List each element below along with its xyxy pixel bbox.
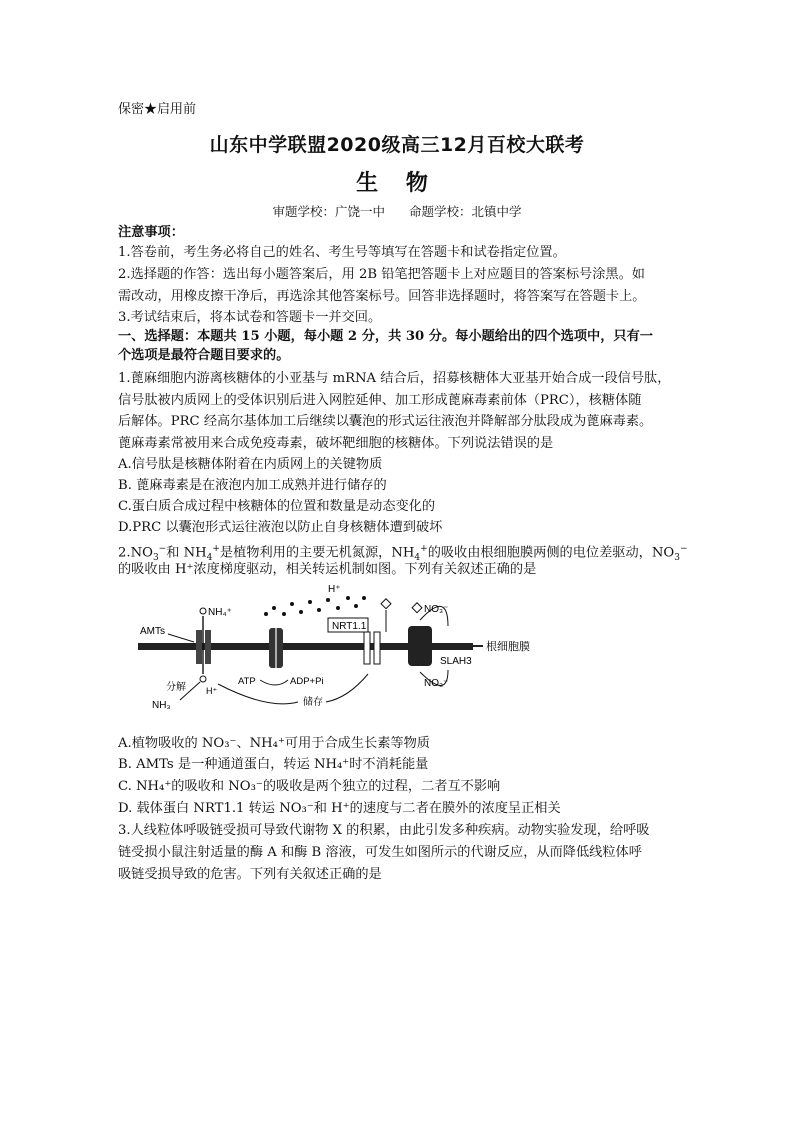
no3-bottom-label: NO₃⁻ <box>424 678 449 689</box>
nrt-left <box>364 632 370 664</box>
q2-stem: 的吸收由 H⁺浓度梯度驱动，相关转运机制如图。下列有关叙述正确的是 <box>118 562 537 577</box>
nh4-top-label: NH₄⁺ <box>208 607 232 618</box>
slah3-label: SLAH3 <box>440 656 472 667</box>
q1-option-c: C.蛋白质合成过程中核糖体的位置和数量是动态变化的 <box>118 499 436 514</box>
exam-title: 山东中学联盟2020级高三12月百校大联考 <box>209 134 585 156</box>
nh4-symbol <box>200 608 206 614</box>
confidential-mark: 保密★启用前 <box>118 102 197 117</box>
q3-stem: 3.人线粒体呼吸链受损可导致代谢物 X 的积累，由此引发多种疾病。动物实验发现，给呼吸 <box>118 823 650 838</box>
amts-pointer <box>168 634 194 642</box>
q1-stem: 后解体。PRC 经高尔基体加工后继续以囊泡的形式运往液泡并降解部分肽段成为蓖麻毒素。 <box>118 414 653 429</box>
school-info <box>0 202 794 220</box>
q2-option-d: D. 载体蛋白 NRT1.1 转运 NO₃⁻和 H⁺的速度与二者在膜外的浓度呈正相关 <box>118 801 561 816</box>
notice-item: 需改动，用橡皮擦干净后，再选涂其他答案标号。回答非选择题时，将答案写在答题卡上。 <box>118 289 646 304</box>
h-top-label: H⁺ <box>328 584 341 595</box>
nrt-label: NRT1.1 <box>332 621 367 632</box>
q2-option-a: A.植物吸收的 NO₃⁻、NH₄⁺可用于合成生长素等物质 <box>118 736 430 751</box>
q3-stem: 链受损小鼠注射适量的酶 A 和酶 B 溶液，可发生如图所示的代谢反应，从而降低线粒体呼 <box>118 845 642 860</box>
q2-option-b: B. AMTs 是一种通道蛋白，转运 NH₄⁺时不消耗能量 <box>118 757 429 772</box>
atp-label: ATP <box>238 676 256 687</box>
storage-arrow-left <box>218 684 298 704</box>
slah3-channel <box>408 626 432 666</box>
adp-label: ADP+Pi <box>290 676 324 687</box>
q1-stem: 蓖麻毒素常被用来合成免疫毒素，破坏靶细胞的核糖体。下列说法错误的是 <box>118 436 554 451</box>
notice-item: 1.答卷前，考生务必将自己的姓名、考生号等填写在答题卡和试卷指定位置。 <box>118 245 566 260</box>
nh3-label: NH₃ <box>152 700 171 711</box>
nrt-right <box>374 632 380 664</box>
amts-channel-right <box>205 630 211 664</box>
set-school: 命题学校：北镇中学 <box>408 204 522 219</box>
q1-stem: 信号肽被内质网上的受体识别后进入网腔延伸、加工形成蓖麻毒素前体（PRC），核糖体随 <box>118 393 642 408</box>
notice-heading: 注意事项： <box>118 225 184 240</box>
nh4-inside-symbol <box>200 676 206 682</box>
q1-option-d: D.PRC 以囊泡形式运往液泡以防止自身核糖体遭到破坏 <box>118 520 443 535</box>
transport-mechanism-figure <box>128 580 628 720</box>
no3-top-label: NO₃⁻ <box>424 604 449 615</box>
notice-item: 2.选择题的作答：选出每小题答案后，用 2B 铅笔把答题卡上对应题目的答案标号涂黑。如 <box>118 267 645 282</box>
review-school: 审题学校：广饶一中 <box>272 204 385 219</box>
q1-option-a: A.信号肽是核糖体附着在内质网上的关键物质 <box>118 457 383 472</box>
notice-item: 3.考试结束后，将本试卷和答题卡一并交回。 <box>118 310 382 325</box>
storage-label: 储存 <box>303 697 323 708</box>
section-heading-cont: 个选项是最符合题目要求的。 <box>118 348 290 363</box>
amts-channel-left <box>196 630 202 664</box>
q1-option-b: B. 蓖麻毒素是在液泡内加工成熟并进行储存的 <box>118 478 387 493</box>
decompose-label: 分解 <box>166 682 186 693</box>
q2-stem: $2.NO_3^-$和 $NH_4^+$是植物利用的主要无机氮源，$NH_4^+$的吸收由根细胞膜两侧的电位差驱动，$NO_3^-$ <box>118 544 688 564</box>
h-low-label: H⁺ <box>206 686 218 696</box>
amts-label: AMTs <box>140 626 165 637</box>
q2-option-c: C. NH₄⁺的吸收和 NO₃⁻的吸收是两个独立的过程，二者互不影响 <box>118 779 501 794</box>
no3-diamond-right <box>412 603 422 613</box>
h-ion-dots <box>264 596 366 616</box>
membrane-label: 根细胞膜 <box>486 640 530 653</box>
q1-stem: 1.蓖麻细胞内游离核糖体的小亚基与 mRNA 结合后，招募核糖体大亚基开始合成一段信号肽， <box>118 371 671 386</box>
no3-diamond-top <box>381 599 391 609</box>
storage-arrow-right <box>326 674 368 702</box>
atp-arrow <box>260 680 288 685</box>
section-heading: 一、选择题：本题共 15 小题，每小题 2 分，共 30 分。每小题给出的四个选项中，只有一 <box>118 329 653 344</box>
q3-stem: 吸链受损导致的危害。下列有关叙述正确的是 <box>118 867 382 882</box>
subject-title: 生 物 <box>356 171 438 196</box>
